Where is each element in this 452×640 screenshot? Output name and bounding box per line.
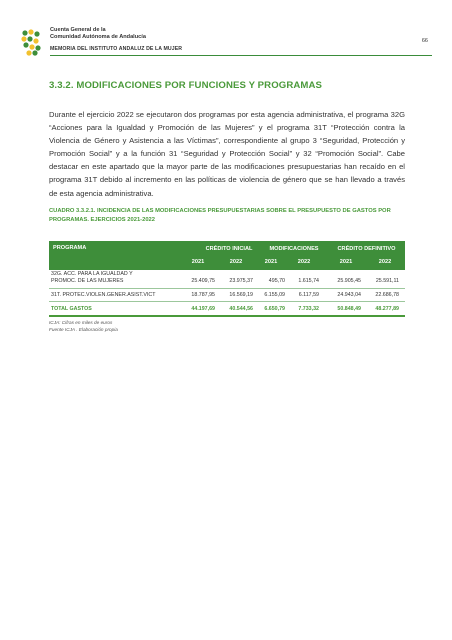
logo-icon [20, 28, 46, 56]
header-year: 2021 [339, 259, 353, 265]
cell-value: 25.905,45 [337, 278, 361, 284]
note-source: Fuente ICJA . Elaboración propia [49, 327, 118, 333]
cell-value: 18.787,95 [191, 292, 215, 298]
programa-line1: 32G. ACC. PARA LA IGUALDAD Y [51, 271, 133, 277]
total-value: 40.544,56 [229, 306, 253, 312]
cell-value: 25.591,11 [375, 278, 399, 284]
programa-line2: PROMOC. DE LAS MUJERES [51, 278, 124, 284]
cell-value: 16.569,19 [229, 292, 253, 298]
org-name-line1: Cuenta General de la [50, 27, 106, 33]
cell-value: 24.943,04 [337, 292, 361, 298]
note-units: ICJA: Cifras en miles de euros [49, 320, 113, 325]
document-title: MEMORIA DEL INSTITUTO ANDALUZ DE LA MUJER [50, 46, 183, 52]
cell-value: 22.686,78 [375, 292, 399, 298]
org-name-line2: Comunidad Autónoma de Andalucía [50, 33, 146, 40]
total-value: 44.197,69 [191, 306, 215, 312]
table-row [49, 270, 405, 289]
total-label: TOTAL GASTOS [51, 306, 92, 312]
row-programa: 31T. PROTEC.VIOLEN.GENER.ASIST.VICT [51, 292, 156, 298]
total-value: 6.650,79 [264, 306, 285, 312]
header-credito-definitivo: CRÉDITO DEFINITIVO [337, 246, 396, 252]
header-modificaciones: MODIFICACIONES [269, 246, 319, 252]
header-year: 2022 [378, 259, 392, 265]
total-row [49, 302, 405, 317]
cell-value: 1.615,74 [298, 278, 319, 284]
table-caption: CUADRO 3.3.2.1. INCIDENCIA DE LAS MODIFICACIONES PRESUPUESTARIAS SOBRE EL PRESUPUESTO DE GASTOS POR PROGRAMAS. EJERCICIOS 2021-2022 [49, 208, 391, 223]
header-divider [50, 55, 432, 56]
header-year: 2022 [229, 259, 243, 265]
header-year: 2021 [264, 259, 278, 265]
header-year: 2022 [297, 259, 311, 265]
row-programa [51, 271, 133, 285]
cell-value: 6.155,09 [264, 292, 285, 298]
cell-value: 25.409,75 [191, 278, 215, 284]
cell-value: 495,70 [268, 278, 285, 284]
body-paragraph: Durante el ejercicio 2022 se ejecutaron dos programas por esta agencia administrativa, el programa 32G “Acciones para la Igualdad y Promoción de las Mujeres” y el programa 31T “Protección contra la Violencia de Género y Asistencia a las Víctimas”, correspondiente al grupo 3 “Seguridad, Protección y Promoción Social” y a la función 31 “Seguridad y Protección Social” y 32 “Promoción Social”. Cabe destacar en este apartado que la mayor parte de las modificaciones presupuestarias han recaído en el programa 31T debido al incremento en las políticas de violencia de género que se han llevado a través de esta agencia administrativa. [49, 110, 405, 198]
budget-table [49, 241, 405, 317]
table-row [49, 289, 405, 302]
page-number: 66 [421, 38, 428, 44]
cell-value: 6.117,59 [298, 292, 319, 298]
header-credito-inicial: CRÉDITO INICIAL [205, 246, 253, 252]
org-name [50, 27, 146, 41]
total-value: 48.277,89 [375, 306, 399, 312]
cell-value: 23.975,37 [229, 278, 253, 284]
total-value: 50.848,49 [337, 306, 361, 312]
table-notes [49, 319, 118, 334]
total-value: 7.733,32 [298, 306, 319, 312]
section-title: 3.3.2. MODIFICACIONES POR FUNCIONES Y PROGRAMAS [49, 80, 323, 91]
table-header [49, 241, 405, 270]
header-year: 2021 [191, 259, 205, 265]
header-programa: PROGRAMA [53, 245, 87, 251]
